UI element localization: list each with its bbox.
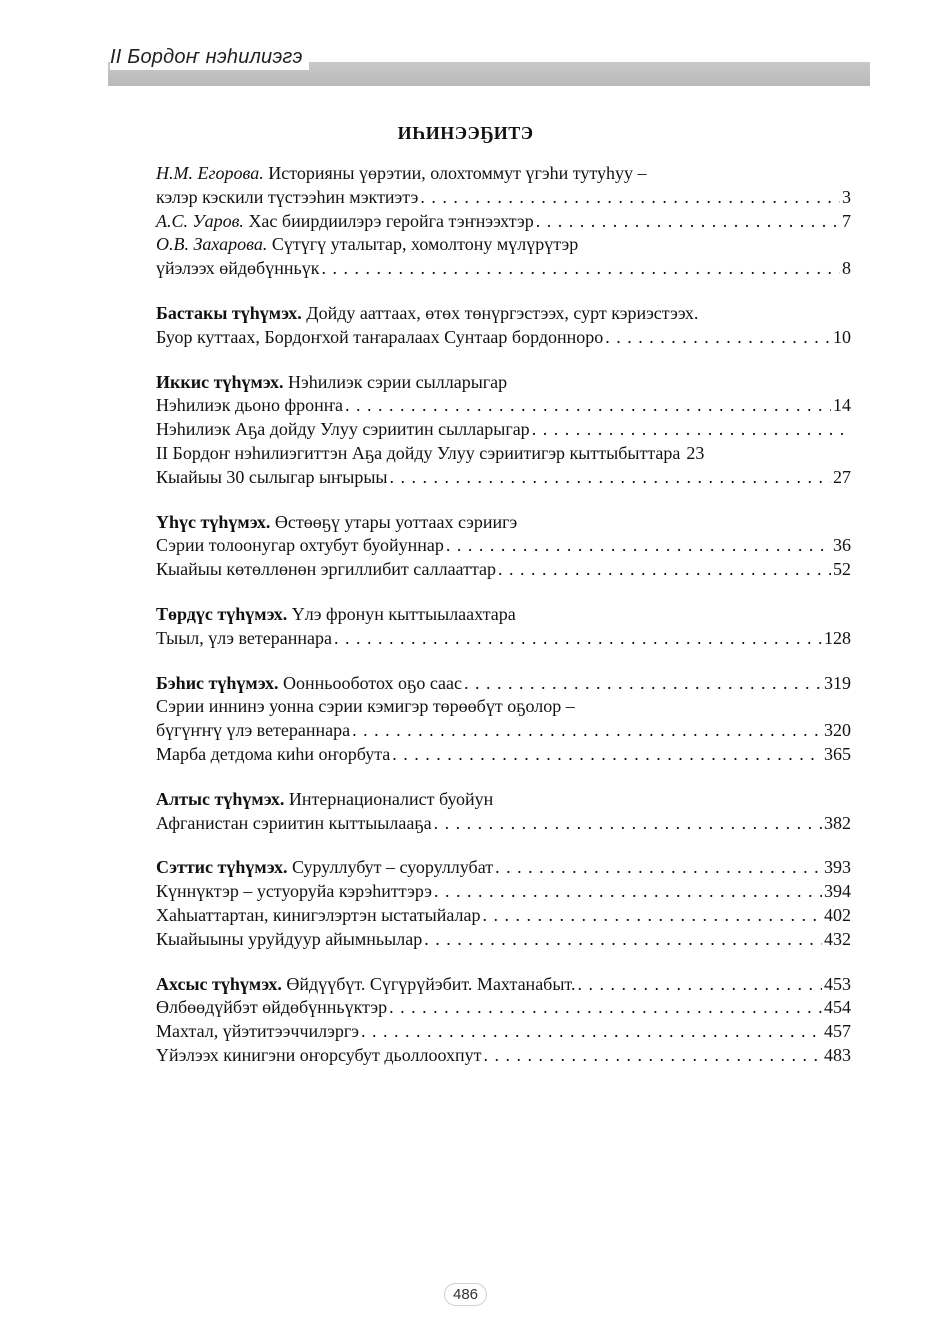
page-ref: 128 (824, 627, 851, 648)
header-title: II Бордоҥ нэһилиэгэ (110, 44, 309, 70)
toc-line (156, 418, 851, 442)
section-heading: Үһүс түһүмэх. (156, 511, 271, 532)
page-ref: 23 (686, 442, 705, 463)
toc-line (156, 856, 851, 880)
entry-title: Кыайыы 30 сылыгар ыҥырыы (156, 466, 388, 487)
toc-line (156, 162, 851, 186)
toc-section-1 (156, 302, 851, 350)
toc-section-6 (156, 788, 851, 836)
entry-title: Буор куттаах, Бордоҥхой таҥаралаах Сунтаар бордонноро (156, 326, 604, 347)
table-of-contents (156, 162, 851, 1089)
toc-line (156, 233, 851, 257)
leader-dots (390, 466, 831, 490)
toc-line (156, 442, 851, 466)
section-heading: Иккис түһүмэх. (156, 371, 284, 392)
entry-title: Хас биирдиилэрэ геройга тэҥнээхтэр (243, 210, 534, 231)
entry-title: Интернационалист буойун (284, 788, 494, 809)
author: А.С. Уаров. (156, 210, 244, 231)
toc-line (156, 302, 851, 326)
leader-dots (605, 326, 831, 350)
page-ref: 402 (824, 904, 851, 925)
entry-title: Оонньооботох оҕо саас (278, 672, 462, 693)
entry-title: Дойду ааттаах, өтөх төнүргэстээх, сурт кэриэстээх. (301, 302, 699, 323)
toc-line (156, 511, 851, 535)
toc-line (156, 257, 851, 281)
section-heading: Ахсыс түһүмэх. (156, 973, 282, 994)
entry-title: Суруллубут – суоруллубат (287, 857, 494, 878)
toc-line (156, 812, 851, 836)
page-ref: 394 (824, 881, 851, 902)
page-ref: 14 (833, 395, 851, 416)
leader-dots (532, 418, 849, 442)
page-ref: 454 (824, 997, 851, 1018)
leader-dots (420, 186, 840, 210)
entry-title: Күннүктэр – устуоруйа кэрэһиттэрэ (156, 881, 432, 902)
toc-line (156, 558, 851, 582)
leader-dots (321, 257, 840, 281)
leader-dots (577, 973, 822, 997)
section-heading: Төрдүс түһүмэх. (156, 603, 288, 624)
page-ref: 8 (842, 258, 851, 279)
toc-section-4 (156, 603, 851, 651)
entry-title: Нэһилиэк Аҕа дойду Улуу сэриитин сылларыгар (156, 419, 530, 440)
toc-section-7 (156, 856, 851, 951)
leader-dots (434, 880, 822, 904)
toc-line (156, 928, 851, 952)
toc-line (156, 186, 851, 210)
page-ref: 453 (824, 973, 851, 994)
entry-title: Сүтүгү уталытар, хомолтону мүлүрүтэр (267, 234, 579, 255)
leader-dots (464, 672, 822, 696)
section-heading: Сэттис түһүмэх. (156, 857, 288, 878)
page-ref: 365 (824, 743, 851, 764)
toc-line (156, 672, 851, 696)
leader-dots (536, 210, 840, 234)
toc-line (156, 1020, 851, 1044)
section-heading: Алтыс түһүмэх. (156, 788, 285, 809)
leader-dots (389, 996, 822, 1020)
leader-dots (334, 627, 822, 651)
toc-line (156, 603, 851, 627)
page-ref: 52 (833, 559, 851, 580)
toc-line (156, 394, 851, 418)
page-number: 486 (0, 1283, 931, 1306)
entry-title: кэлэр кэскили түстээһин мэктиэтэ (156, 186, 419, 207)
leader-dots (361, 1020, 822, 1044)
entry-title: Өстөөҕү утары уоттаах сэриигэ (270, 511, 518, 532)
toc-line (156, 743, 851, 767)
entry-title: Өлбөөдүйбэт өйдөбүнньүктэр (156, 997, 388, 1018)
entry-title: Үйэлээх кинигэни оҥорсубут дьоллоохпут (156, 1044, 482, 1065)
toc-section-3 (156, 511, 851, 582)
author: О.В. Захарова. (156, 234, 268, 255)
toc-line (156, 466, 851, 490)
page-ref: 457 (824, 1021, 851, 1042)
leader-dots (345, 394, 831, 418)
section-heading: Бастакы түһүмэх. (156, 302, 302, 323)
page-ref: 36 (833, 535, 851, 556)
page-ref: 393 (824, 857, 851, 878)
leader-dots (392, 743, 822, 767)
page-ref: 319 (824, 672, 851, 693)
toc-line (156, 880, 851, 904)
entry-title: Марба детдома киһи оҥорбута (156, 743, 391, 764)
entry-title: Махтал, үйэтитээччилэргэ (156, 1021, 359, 1042)
entry-title: Кыайыы көтөллөнөн эргиллибит саллааттар (156, 559, 497, 580)
toc-line (156, 534, 851, 558)
section-heading: Бэһис түһүмэх. (156, 672, 279, 693)
page-ref: 27 (833, 466, 851, 487)
toc-line (156, 996, 851, 1020)
entry-title: Кыайыыны уруйдуур айымньылар (156, 928, 423, 949)
toc-line (156, 695, 851, 719)
entry-title: Өйдүүбүт. Сүгүрүйэбит. Махтанабыт. (281, 973, 576, 994)
entry-title: Сэрии иннинэ уонна сэрии кэмигэр төрөөбүт оҕолор – (156, 696, 575, 717)
leader-dots (498, 558, 831, 582)
leader-dots (446, 534, 831, 558)
leader-dots (483, 904, 823, 928)
entry-title: Нэһилиэк дьоно фронҥа (156, 395, 343, 416)
toc-line (156, 326, 851, 350)
entry-title: Нэһилиэк сэрии сылларыгар (283, 371, 508, 392)
toc-section-2 (156, 371, 851, 490)
page-ref: 382 (824, 812, 851, 833)
page-ref: 432 (824, 928, 851, 949)
toc-line (156, 973, 851, 997)
toc-section-8 (156, 973, 851, 1068)
page-ref: 10 (833, 326, 851, 347)
toc-line (156, 1044, 851, 1068)
page-ref: 7 (842, 210, 851, 231)
page-ref: 320 (824, 720, 851, 741)
entry-title: II Бордоҥ нэһилиэгиттэн Аҕа дойду Улуу сэриитигэр кыттыбыттара (156, 442, 681, 463)
entry-title: Сэрии толоонугар охтубут буойуннар (156, 535, 444, 556)
leader-dots (495, 856, 822, 880)
page-ref: 483 (824, 1044, 851, 1065)
entry-title: Тыыл, үлэ ветераннара (156, 627, 332, 648)
toc-line (156, 719, 851, 743)
toc-intro (156, 162, 851, 281)
entry-title: Афганистан сэриитин кыттыылааҕа (156, 812, 432, 833)
entry-title: Хаһыаттартан, кинигэлэртэн ыстатыйалар (156, 904, 481, 925)
entry-title: Үлэ фронун кыттыылаахтара (287, 603, 516, 624)
toc-section-5 (156, 672, 851, 767)
leader-dots (352, 719, 822, 743)
author: Н.М. Егорова. (156, 163, 264, 183)
entry-title: Историяны үөрэтии, олохтоммут үгэһи тутуһуу – (263, 163, 647, 183)
toc-line (156, 627, 851, 651)
entry-title: үйэлээх өйдөбүнньүк (156, 258, 320, 279)
toc-line (156, 904, 851, 928)
toc-line (156, 210, 851, 234)
toc-line (156, 371, 851, 395)
page-ref: 3 (842, 186, 851, 207)
leader-dots (434, 812, 822, 836)
entry-title: бүгүҥҥү үлэ ветераннара (156, 720, 351, 741)
leader-dots (424, 928, 822, 952)
toc-title: ИҺИНЭЭҔИТЭ (397, 123, 534, 143)
running-header (108, 44, 870, 88)
toc-line (156, 788, 851, 812)
leader-dots (484, 1044, 823, 1068)
